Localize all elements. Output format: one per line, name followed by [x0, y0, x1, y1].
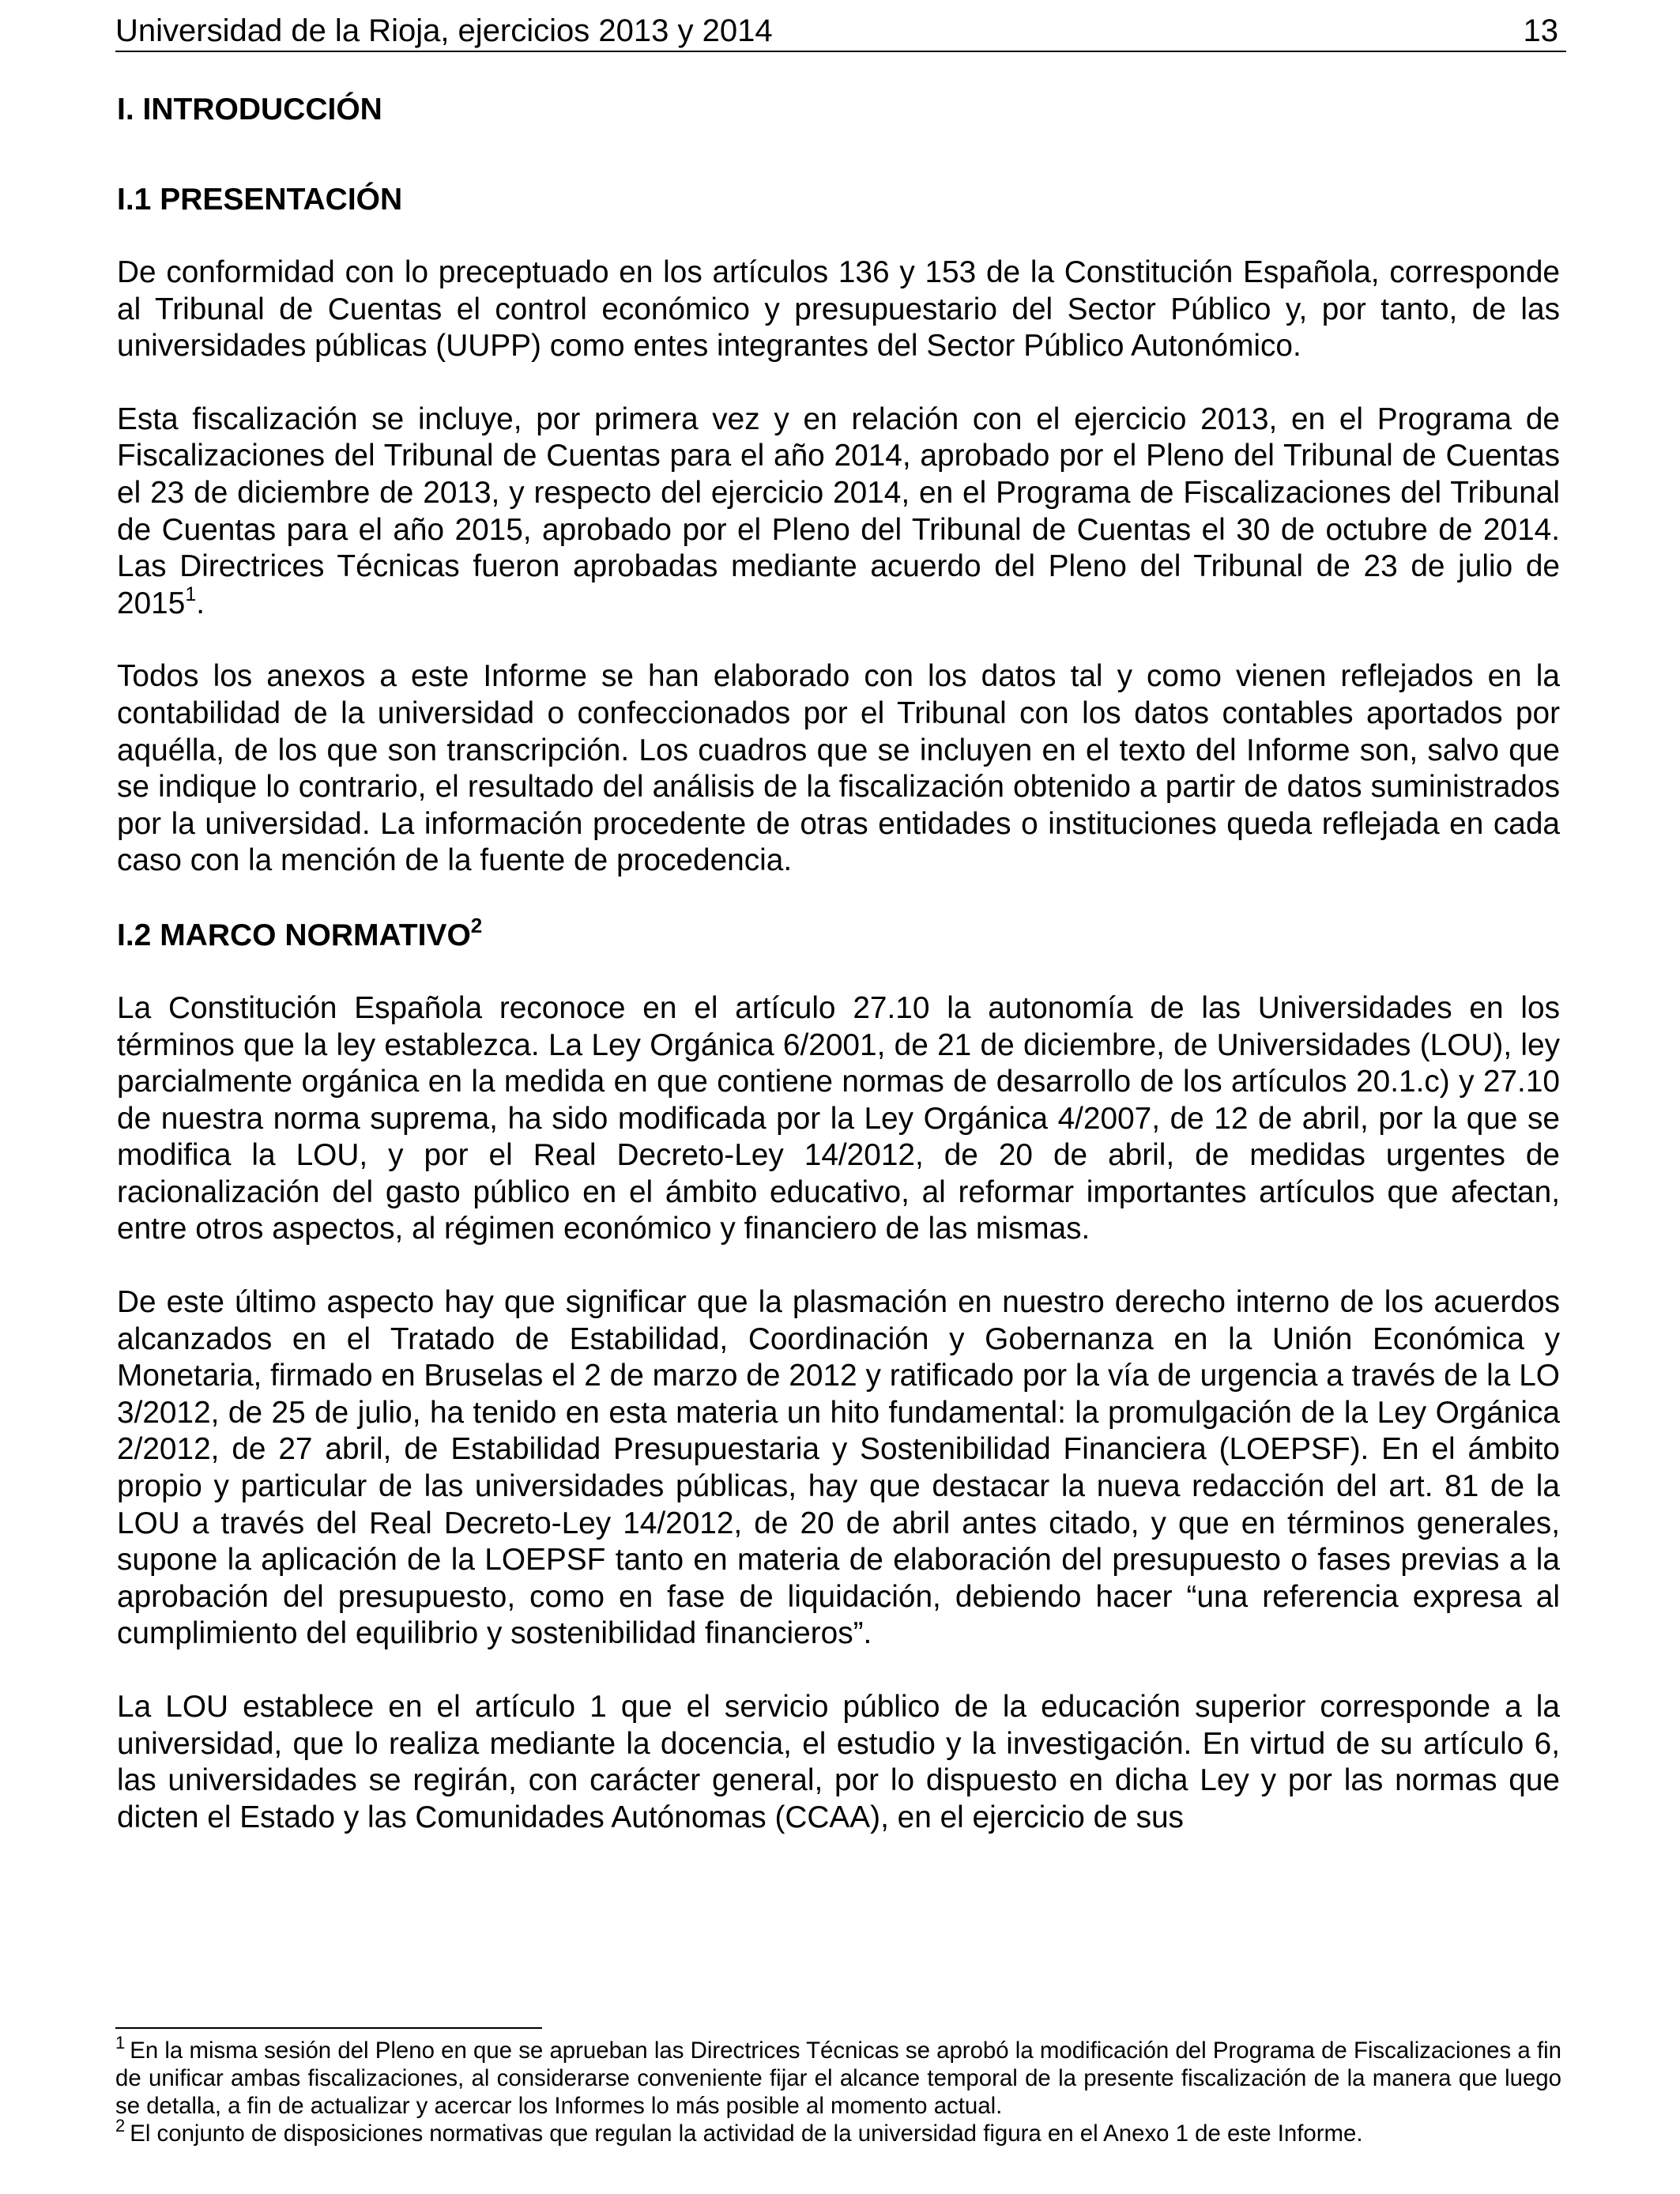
- section-heading-introduccion: I. INTRODUCCIÓN: [117, 92, 382, 126]
- footnotes: [115, 2033, 1561, 2147]
- paragraph-3: Todos los anexos a este Informe se han elaborado con los datos tal y como vienen reflejados en la contabilidad de la universidad o confeccionados por el Tribunal con los datos contables aportados por aquélla, de los que son transcripción. Los cuadros que se incluyen en el texto del Informe son, salvo que se indique lo contrario, el resultado del análisis de la fiscalización obtenido a partir de datos suministrados por la universidad. La información procedente de otras entidades o instituciones queda reflejada en cada caso con la mención de la fuente de procedencia.: [117, 659, 1560, 878]
- paragraph-1: De conformidad con lo preceptuado en los artículos 136 y 153 de la Constitución Española, corresponde al Tribunal de Cuentas el control económico y presupuestario del Sector Público y, por tanto, de las universidades públicas (UUPP) como entes integrantes del Sector Público Autonómico.: [117, 255, 1560, 364]
- footnote-2: [115, 2116, 1561, 2147]
- footnote-mark-2: 2: [115, 2116, 126, 2136]
- marco-normativo-title: I.2 MARCO NORMATIVO: [117, 918, 471, 952]
- paragraph-2: [117, 401, 1560, 623]
- subsection-heading-presentacion: I.1 PRESENTACIÓN: [117, 183, 403, 217]
- paragraph-4: La Constitución Española reconoce en el artículo 27.10 la autonomía de las Universidades en los términos que la ley establezca. La Ley Orgánica 6/2001, de 21 de diciembre, de Universidades (LOU), ley parcialmente orgánica en la medida en que contiene normas de desarrollo de los artículos 20.1.c) y 27.10 de nuestra norma suprema, ha sido modificada por la Ley Orgánica 4/2007, de 12 de abril, por la que se modifica la LOU, y por el Real Decreto-Ley 14/2012, de 20 de abril, de medidas urgentes de racionalización del gasto público en el ámbito educativo, al reformar importantes artículos que afectan, entre otros aspectos, al régimen económico y financiero de las mismas.: [117, 990, 1560, 1246]
- running-header: [115, 11, 1566, 52]
- paragraph-2-end: .: [196, 586, 205, 620]
- footnote-ref-2[interactable]: 2: [470, 913, 483, 937]
- paragraph-5: De este último aspecto hay que significar que la plasmación en nuestro derecho interno de los acuerdos alcanzados en el Tratado de Estabilidad, Coordinación y Gobernanza en la Unión Económica y Monetaria, firmado en Bruselas el 2 de marzo de 2012 y ratificado por la vía de urgencia a través de la LO 3/2012, de 25 de julio, ha tenido en esta materia un hito fundamental: la promulgación de la Ley Orgánica 2/2012, de 27 abril, de Estabilidad Presupuestaria y Sostenibilidad Financiera (LOEPSF). En el ámbito propio y particular de las universidades públicas, hay que destacar la nueva redacción del art. 81 de la LOU a través del Real Decreto-Ley 14/2012, de 20 de abril antes citado, y que en términos generales, supone la aplicación de la LOEPSF tanto en materia de elaboración del presupuesto o fases previas a la aprobación del presupuesto, como en fase de liquidación, debiendo hacer “una referencia expresa al cumplimiento del equilibrio y sostenibilidad financieros”.: [117, 1285, 1560, 1651]
- body-content: [117, 90, 1560, 1836]
- paragraph-6: La LOU establece en el artículo 1 que el servicio público de la educación superior corresponde a la universidad, que lo realiza mediante la docencia, el estudio y la investigación. En virtud de su artículo 6, las universidades se regirán, con carácter general, por lo dispuesto en dicha Ley y por las normas que dicten el Estado y las Comunidades Autónomas (CCAA), en el ejercicio de sus: [117, 1690, 1560, 1834]
- header-title: Universidad de la Rioja, ejercicios 2013 y 2014: [115, 13, 773, 48]
- paragraph-2-text: Esta fiscalización se incluye, por primera vez y en relación con el ejercicio 2013, en el Programa de Fiscalizaciones del Tribunal de Cuentas para el año 2014, aprobado por el Pleno del Tribunal de Cuentas el 23 de diciembre de 2013, y respecto del ejercicio 2014, en el Programa de Fiscalizaciones del Tribunal de Cuentas para el año 2015, aprobado por el Pleno del Tribunal de Cuentas el 30 de octubre de 2014. Las Directrices Técnicas fueron aprobadas mediante acuerdo del Pleno del Tribunal de 23 de julio de 2015: [117, 401, 1560, 620]
- footnote-1: [115, 2033, 1561, 2120]
- footnote-ref-1[interactable]: 1: [185, 582, 197, 605]
- page-number: 13: [1523, 13, 1558, 48]
- footnote-separator: [115, 2027, 542, 2029]
- footnote-2-text: El conjunto de disposiciones normativas que regulan la actividad de la universidad figura en el Anexo 1 de este Informe.: [130, 2120, 1363, 2147]
- footnote-1-text: En la misma sesión del Pleno en que se aprueban las Directrices Técnicas se aprobó la modificación del Programa de Fiscalizaciones a fin de unificar ambas fiscalizaciones, al considerarse conveniente fijar el alcance temporal de la presente fiscalización de la manera que luego se detalla, a fin de actualizar y acercar los Informes lo más posible al momento actual.: [115, 2038, 1561, 2119]
- subsection-heading-marco-normativo: [117, 913, 1560, 956]
- footnote-mark-1: 1: [115, 2033, 126, 2053]
